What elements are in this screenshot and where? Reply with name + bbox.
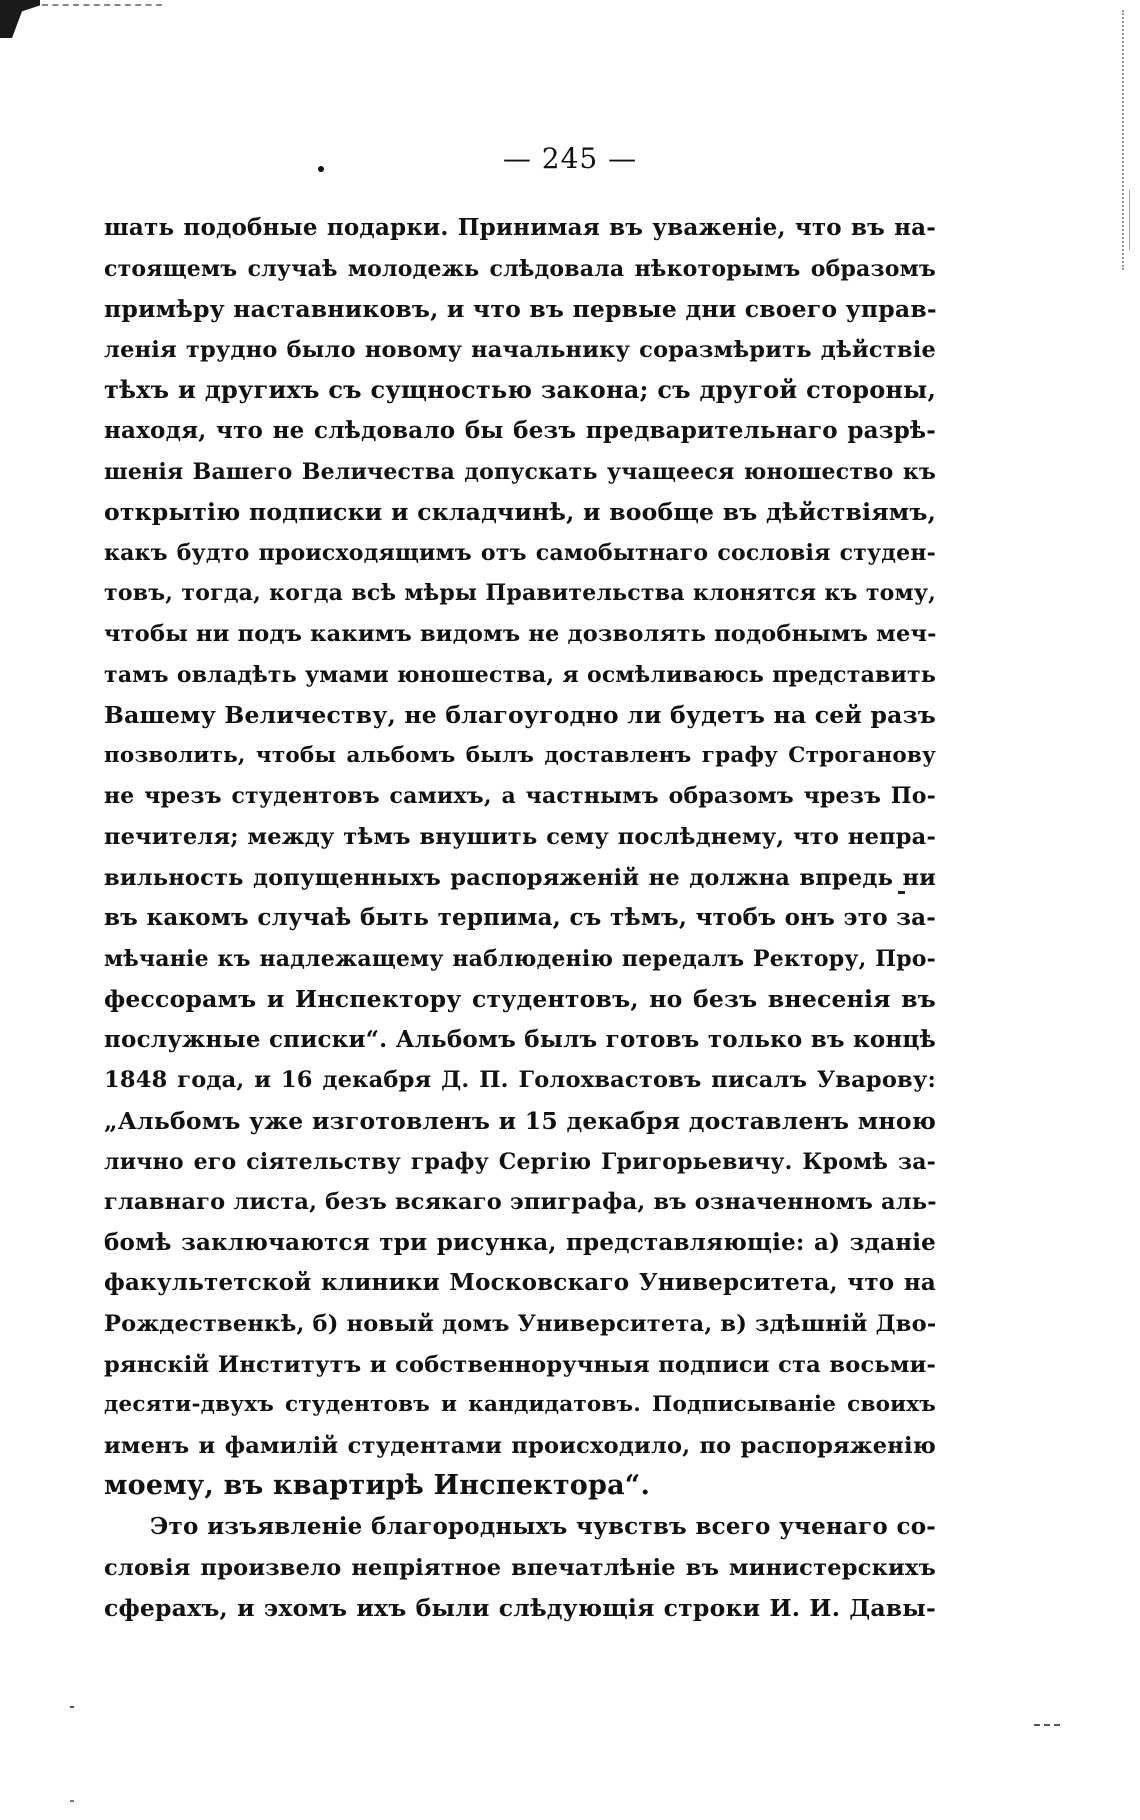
text-line: тѣхъ и другихъ съ сущностью закона; съ другой стороны, (104, 375, 936, 405)
text-line: товъ, тогда, когда всѣ мѣры Правительства клонятся къ тому, (104, 580, 936, 607)
text-line: рянскій Институтъ и собственноручныя подписи ста восьми- (104, 1351, 936, 1378)
text-line: вильность допущенныхъ распоряженій не должна впредь ни (104, 864, 936, 891)
text-line: послужные списки“. Альбомъ былъ готовъ только въ концѣ (104, 1025, 936, 1053)
text-line: печителя; между тѣмъ внушить сему послѣднему, что непра- (104, 823, 936, 850)
text-line: находя, что не слѣдовало бы безъ предварительнаго разрѣ- (104, 416, 936, 444)
text-line: шенія Вашего Величества допускать учащееся юношество къ (104, 458, 936, 485)
scan-right-edge-line (1129, 190, 1130, 250)
body-text (104, 208, 936, 1629)
scan-edge-line (42, 4, 162, 8)
text-line: мѣчаніе къ надлежащему наблюденію передалъ Ректору, Про- (104, 945, 936, 972)
text-line: примѣру наставниковъ, и что въ первые дни своего управ- (104, 295, 937, 324)
text-line: Это изъявленіе благородныхъ чувствъ всего ученаго со- (150, 1513, 936, 1540)
text-line: „Альбомъ уже изготовленъ и 15 декабря доставленъ мною (104, 1107, 936, 1136)
text-line: фессорамъ и Инспектору студентовъ, но безъ внесенія въ (104, 985, 936, 1014)
scan-bottom-mark (1034, 1724, 1060, 1728)
text-line: десяти-двухъ студентовъ и кандидатовъ. Подписываніе своихъ (104, 1392, 936, 1418)
text-line: чтобы ни подъ какимъ видомъ не дозволять подобнымъ меч- (104, 620, 937, 647)
scan-left-speck (70, 1706, 74, 1708)
text-line: открытію подписки и складчинѣ, и вообще въ дѣйствіямъ, (104, 498, 936, 527)
text-line: главнаго листа, безъ всякаго эпиграфа, въ означенномъ аль- (104, 1189, 937, 1216)
text-line: не чрезъ студентовъ самихъ, а частнымъ образомъ чрезъ По- (104, 783, 936, 810)
text-line: сферахъ, и эхомъ ихъ были слѣдующія строки И. И. Давы- (104, 1594, 936, 1623)
text-line: тамъ овладѣть умами юношества, я осмѣливаюсь представить (104, 661, 936, 688)
text-line: шать подобные подарки. Принимая въ уваженіе, что въ на- (104, 214, 936, 241)
text-line: ленія трудно было новому начальнику соразмѣрить дѣйствіе (104, 336, 936, 363)
text-line: Рождественкѣ, б) новый домъ Университета, в) здѣшній Дво- (104, 1311, 937, 1338)
text-line: факультетской клиники Московскаго Университета, что на (104, 1269, 936, 1297)
scan-left-speck-lower (70, 1800, 74, 1802)
text-line: бомѣ заключаются три рисунка, представляющіе: а) зданіе (104, 1228, 936, 1256)
text-line: позволить, чтобы альбомъ былъ доставленъ графу Строганову (104, 742, 936, 768)
text-line: именъ и фамилій студентами происходило, по распоряженію (104, 1432, 936, 1459)
text-line: лично его сіятельству графу Сергію Григорьевичу. Кромѣ за- (104, 1148, 936, 1175)
text-line: Вашему Величеству, не благоугодно ли будетъ на сей разъ (104, 701, 936, 730)
text-line: словія произвело непріятное впечатлѣніе въ министерскихъ (104, 1554, 936, 1581)
text-line: какъ будто происходящимъ отъ самобытнаго сословія студен- (104, 539, 936, 566)
page-number: — 245 — (502, 142, 638, 175)
scan-right-edge (1120, 10, 1124, 270)
text-line: стоящемъ случаѣ молодежь слѣдовала нѣкоторымъ образомъ (104, 255, 936, 282)
text-line: моему, въ квартирѣ Инспектора“. (104, 1470, 651, 1502)
text-line: 1848 года, и 16 декабря Д. П. Голохвастовъ писалъ Уварову: (104, 1067, 936, 1094)
text-line: въ какомъ случаѣ быть терпима, съ тѣмъ, чтобъ онъ это за- (104, 904, 936, 932)
scan-corner-mark (0, 0, 40, 38)
